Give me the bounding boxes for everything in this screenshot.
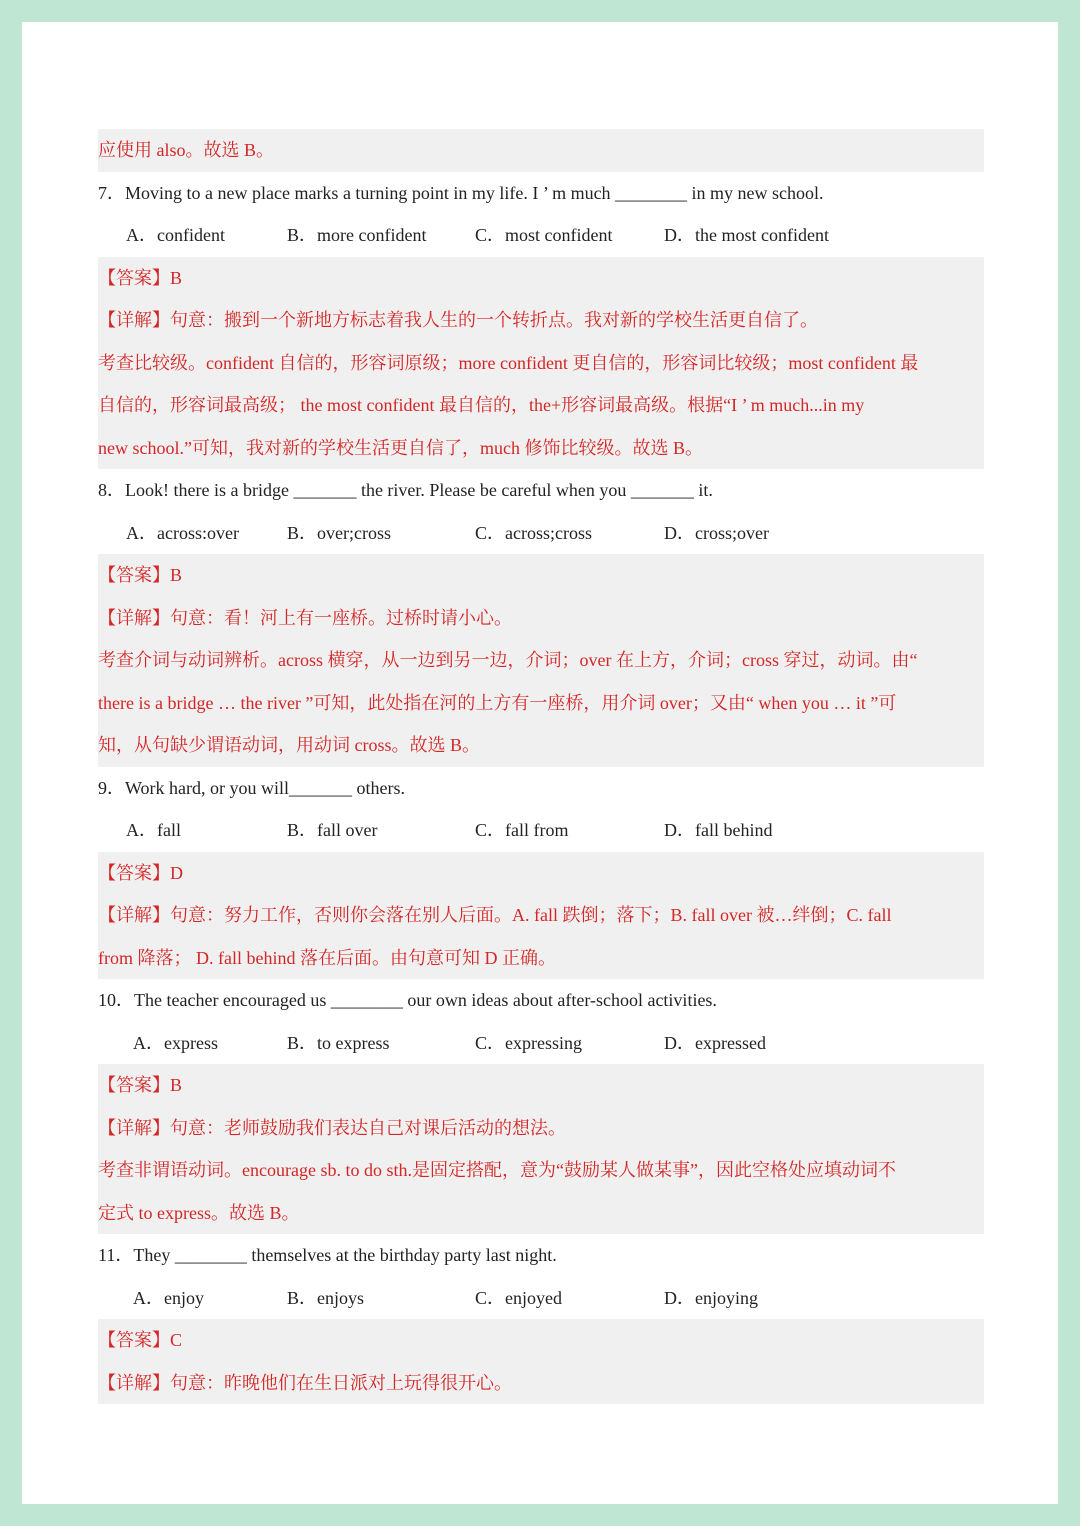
explanation-line: 【答案】B	[98, 554, 984, 597]
option-d: D．enjoying	[664, 1287, 758, 1308]
explanation-line: new school.”可知，我对新的学校生活更自信了，much 修饰比较级。故选 B。	[98, 427, 984, 470]
explanation-line: 考查非谓语动词。encourage sb. to do sth.是固定搭配，意为“鼓励某人做某事”，因此空格处应填动词不	[98, 1149, 984, 1192]
question-line: 10．The teacher encouraged us ________ our own ideas about after-school activities.	[98, 990, 717, 1010]
option-c: C．across;cross	[475, 522, 592, 543]
worksheet-content	[98, 129, 984, 1404]
question-line: 9．Work hard, or you will_______ others.	[98, 777, 406, 798]
options-row	[98, 809, 984, 852]
option-b: B．over;cross	[287, 522, 391, 543]
explanation-line: from 降落； D. fall behind 落在后面。由句意可知 D 正确。	[98, 937, 984, 980]
explanation-line: 应使用 also。故选 B。	[98, 129, 984, 172]
options-row	[98, 214, 984, 257]
option-a: A．express	[133, 1032, 218, 1053]
option-d: D．the most confident	[664, 225, 829, 245]
option-b: B．enjoys	[287, 1287, 365, 1308]
option-b: B．fall over	[287, 820, 378, 840]
explanation-line: 【详解】句意：老师鼓励我们表达自己对课后活动的想法。	[98, 1107, 984, 1150]
options-row	[98, 512, 984, 555]
option-d: D．cross;over	[664, 522, 769, 543]
explanation-line: 定式 to express。故选 B。	[98, 1192, 984, 1235]
explanation-line: 考查介词与动词辨析。across 横穿，从一边到另一边，介词；over 在上方，介词；cross 穿过，动词。由“	[98, 639, 984, 682]
options-row	[98, 1022, 984, 1065]
explanation-line: 【详解】句意：努力工作，否则你会落在别人后面。A. fall 跌倒；落下；B. fall over 被…绊倒；C. fall	[98, 894, 984, 937]
option-b: B．more confident	[287, 225, 427, 245]
option-c: C．most confident	[475, 225, 613, 245]
explanation-line: 自信的，形容词最高级； the most confident 最自信的，the+形容词最高级。根据“I ’ m much...in my	[98, 384, 984, 427]
option-c: C．expressing	[475, 1032, 582, 1053]
options-row	[98, 1277, 984, 1320]
option-a: A．across:over	[126, 522, 239, 543]
explanation-line: 【详解】句意：看！河上有一座桥。过桥时请小心。	[98, 597, 984, 640]
option-a: A．confident	[126, 225, 225, 245]
option-b: B．to express	[287, 1032, 390, 1053]
option-d: D．fall behind	[664, 820, 773, 840]
explanation-line: 【答案】D	[98, 852, 984, 895]
explanation-line: 【详解】句意：昨晚他们在生日派对上玩得很开心。	[98, 1362, 984, 1405]
option-a: A．enjoy	[133, 1287, 204, 1308]
explanation-line: 考查比较级。confident 自信的，形容词原级；more confident 更自信的，形容词比较级；most confident 最	[98, 342, 984, 385]
page	[22, 22, 1058, 1504]
explanation-line: there is a bridge … the river ”可知，此处指在河的上方有一座桥，用介词 over；又由“ when you … it ”可	[98, 682, 984, 725]
option-c: C．fall from	[475, 820, 569, 840]
option-c: C．enjoyed	[475, 1287, 562, 1308]
explanation-line: 【答案】B	[98, 257, 984, 300]
explanation-line: 【详解】句意：搬到一个新地方标志着我人生的一个转折点。我对新的学校生活更自信了。	[98, 299, 984, 342]
question-line: 7．Moving to a new place marks a turning point in my life. I ’ m much ________ in my new school.	[98, 182, 824, 203]
option-a: A．fall	[126, 820, 181, 840]
explanation-line: 【答案】C	[98, 1319, 984, 1362]
question-line: 11．They ________ themselves at the birthday party last night.	[98, 1245, 557, 1265]
explanation-line: 【答案】B	[98, 1064, 984, 1107]
option-d: D．expressed	[664, 1032, 766, 1053]
explanation-line: 知，从句缺少谓语动词，用动词 cross。故选 B。	[98, 724, 984, 767]
question-line: 8．Look! there is a bridge _______ the river. Please be careful when you _______ it.	[98, 480, 713, 500]
